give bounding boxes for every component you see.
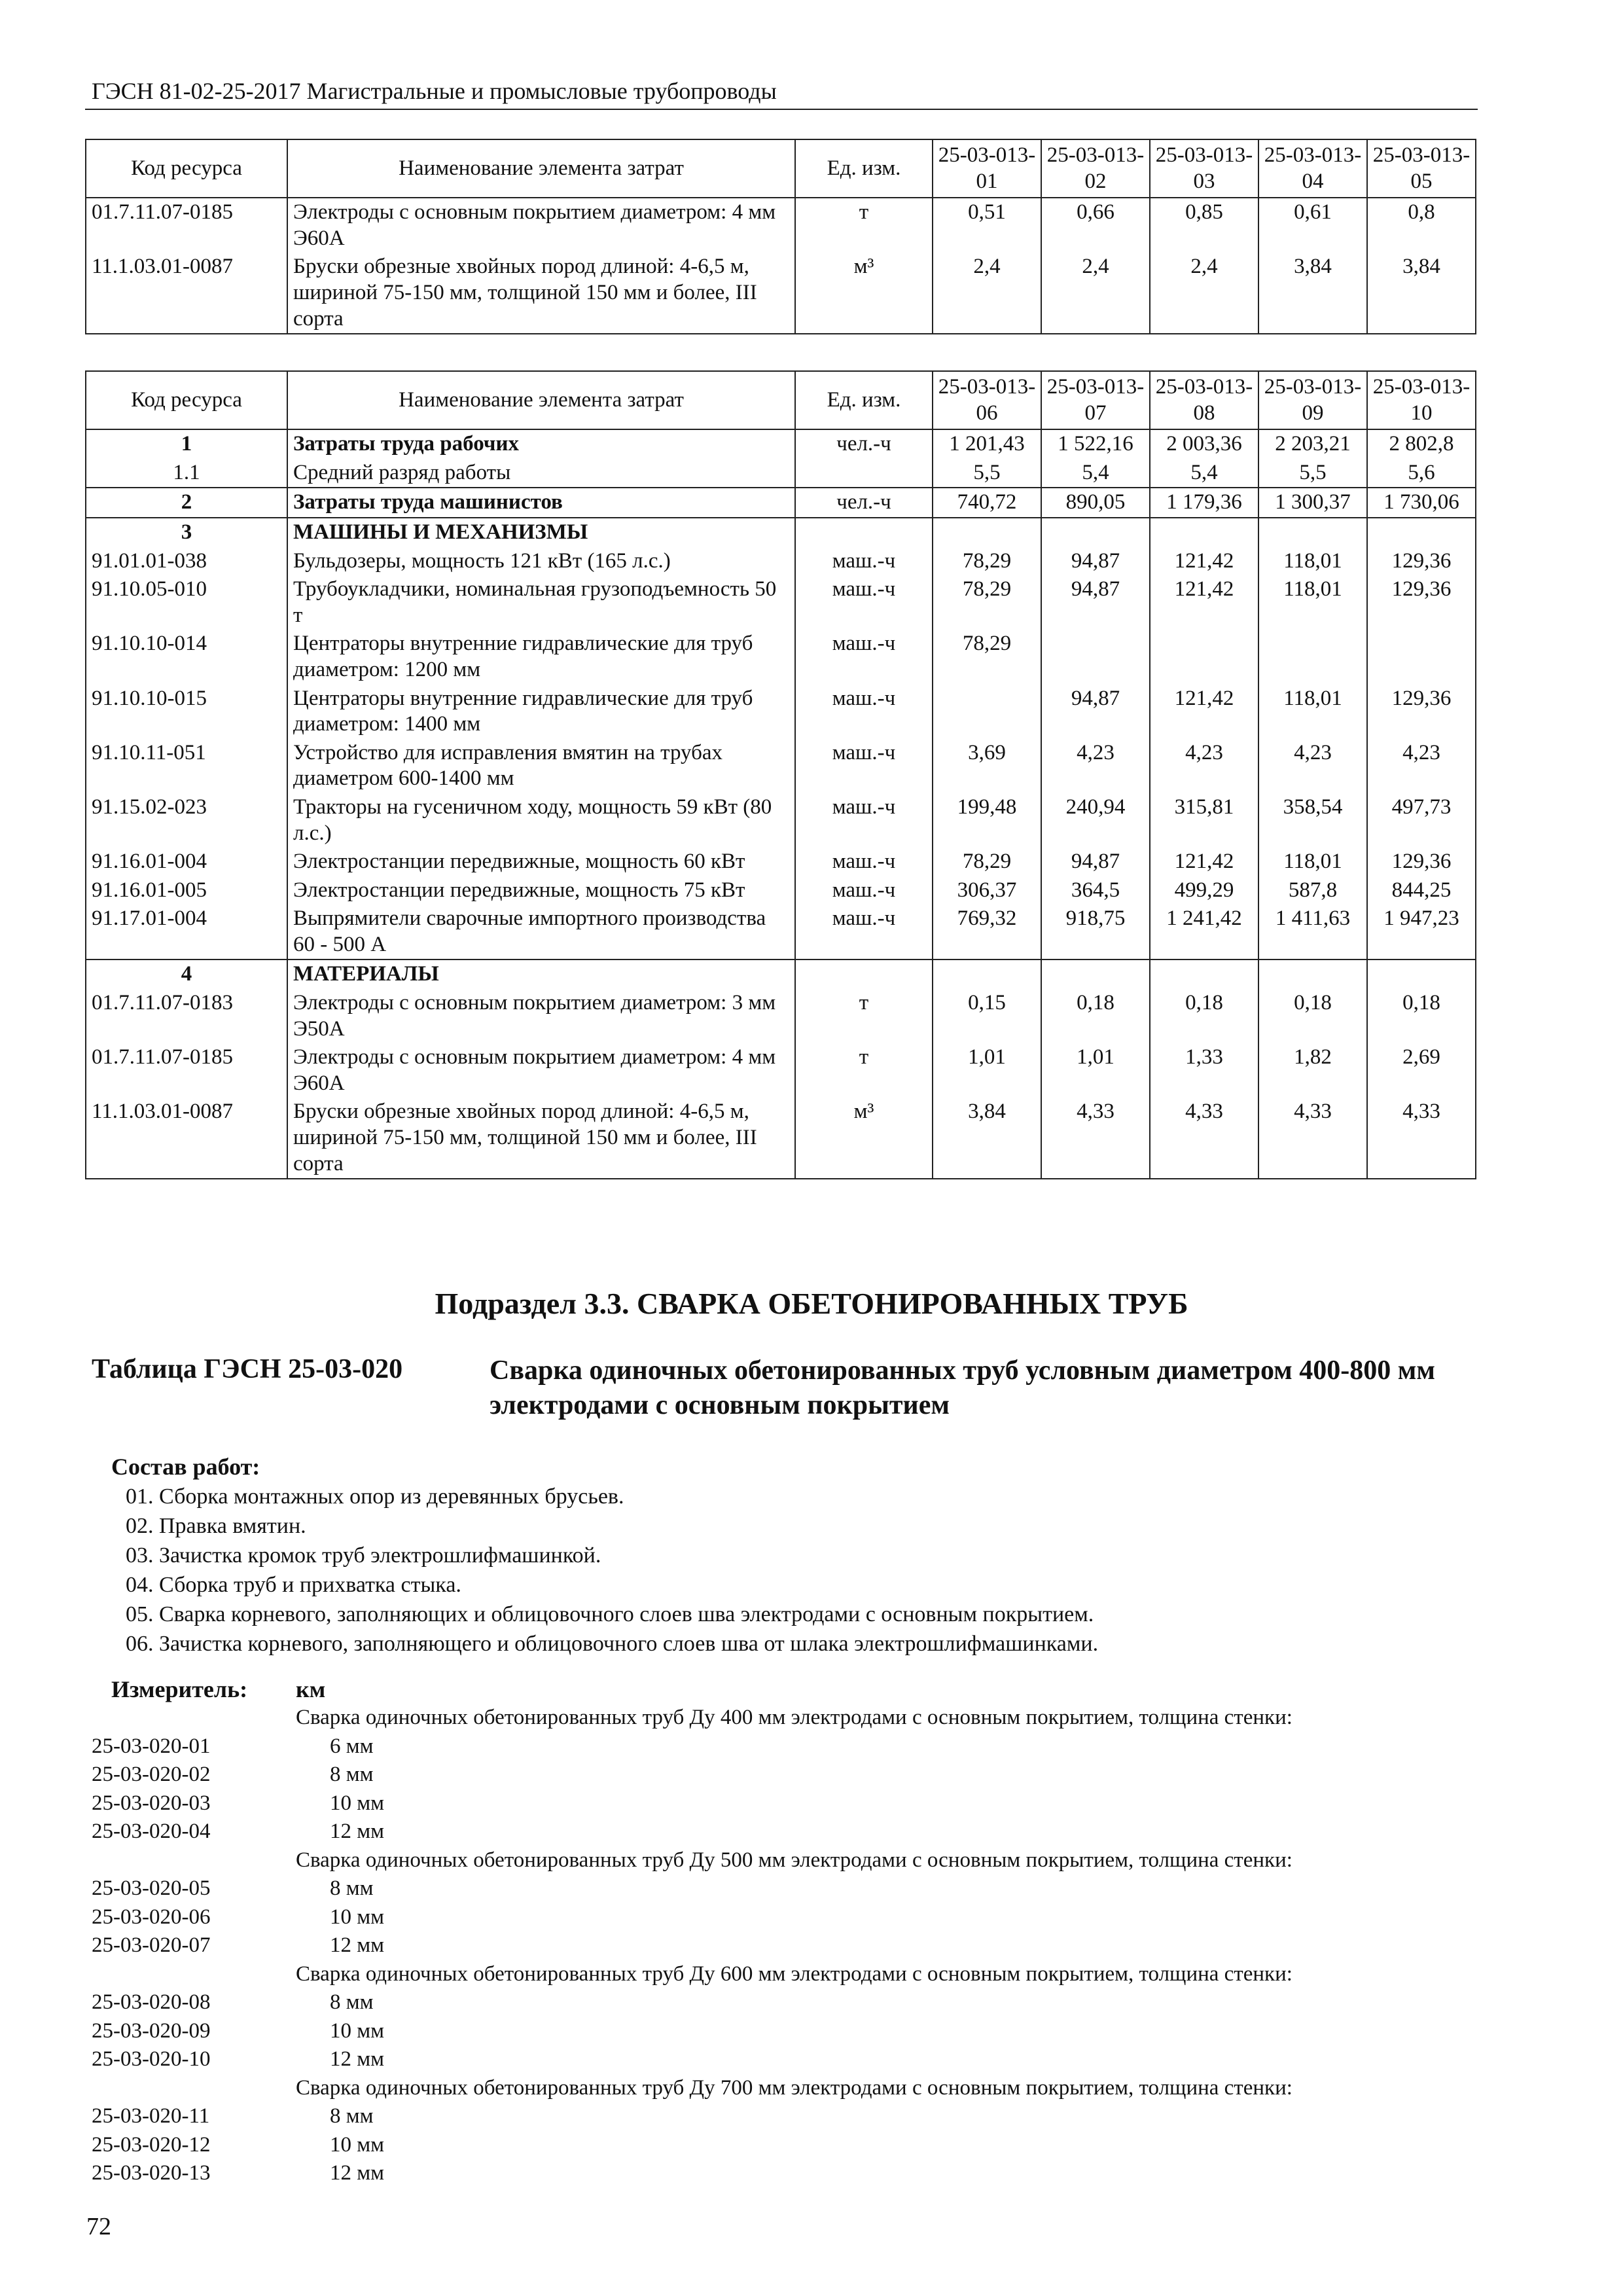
value-cell: 240,94: [1041, 793, 1150, 848]
resource-code-cell: 01.7.11.07-0185: [86, 1043, 287, 1098]
value-cell: 358,54: [1258, 793, 1367, 848]
column-header: 25-03-013-07: [1041, 371, 1150, 429]
value-cell: 499,29: [1150, 876, 1258, 905]
value-cell: [1258, 960, 1367, 989]
table-row: [86, 630, 1476, 684]
wall-thickness: 12 мм: [330, 1820, 385, 1843]
value-cell: 497,73: [1367, 793, 1476, 848]
wall-thickness: 12 мм: [330, 1933, 385, 1957]
value-cell: 0,51: [933, 198, 1041, 253]
value-cell: 1 522,16: [1041, 429, 1150, 459]
value-cell: [1367, 630, 1476, 684]
wall-thickness: 8 мм: [330, 1990, 374, 2014]
column-header: 25-03-013-01: [933, 139, 1041, 198]
table-row: [86, 876, 1476, 905]
subsection-heading: Подраздел 3.3. СВАРКА ОБЕТОНИРОВАННЫХ ТРУБ: [435, 1287, 1188, 1320]
value-cell: 78,29: [933, 630, 1041, 684]
column-header: 25-03-013-06: [933, 371, 1041, 429]
value-cell: [933, 960, 1041, 989]
value-cell: 0,8: [1367, 198, 1476, 253]
value-cell: 3,84: [1258, 253, 1367, 334]
value-cell: 1 179,36: [1150, 488, 1258, 518]
norm-code: 25-03-020-07: [92, 1933, 211, 1957]
value-cell: [1041, 960, 1150, 989]
value-cell: 306,37: [933, 876, 1041, 905]
resource-table-013-01-05: [85, 139, 1476, 334]
norm-entry: [92, 1931, 1479, 1960]
cost-element-name-cell: Выпрямители сварочные импортного производства 60 - 500 А: [287, 905, 795, 960]
value-cell: 1 201,43: [933, 429, 1041, 459]
value-cell: 890,05: [1041, 488, 1150, 518]
column-header: 25-03-013-02: [1041, 139, 1150, 198]
table-row: [86, 547, 1476, 576]
value-cell: 4,33: [1041, 1098, 1150, 1179]
norm-entry: [92, 2017, 1479, 2046]
cost-element-name-cell: МАТЕРИАЛЫ: [287, 960, 795, 989]
value-cell: 0,18: [1041, 989, 1150, 1043]
value-cell: 2 203,21: [1258, 429, 1367, 459]
unit-cell: м³: [795, 1098, 933, 1179]
entry-group-text: Сварка одиночных обетонированных труб Ду 400 мм электродами с основным покрытием, толщина стенки:: [296, 1706, 1293, 1729]
value-cell: 199,48: [933, 793, 1041, 848]
cost-element-name-cell: Электростанции передвижные, мощность 60 кВт: [287, 848, 795, 876]
value-cell: 4,33: [1367, 1098, 1476, 1179]
column-header: Ед. изм.: [795, 371, 933, 429]
value-cell: 2,4: [933, 253, 1041, 334]
norm-entry: [92, 1903, 1479, 1932]
value-cell: 587,8: [1258, 876, 1367, 905]
table-row: [86, 198, 1476, 253]
value-cell: 78,29: [933, 575, 1041, 630]
wall-thickness: 8 мм: [330, 2104, 374, 2128]
entry-group-text: Сварка одиночных обетонированных труб Ду 500 мм электродами с основным покрытием, толщина стенки:: [296, 1848, 1293, 1872]
column-header: 25-03-013-05: [1367, 139, 1476, 198]
table-row: [86, 848, 1476, 876]
value-cell: 94,87: [1041, 848, 1150, 876]
value-cell: 2,4: [1041, 253, 1150, 334]
column-header: Код ресурса: [86, 371, 287, 429]
table-row: [86, 739, 1476, 793]
value-cell: 78,29: [933, 547, 1041, 576]
composition-item: 01. Сборка монтажных опор из деревянных брусьев.: [126, 1484, 624, 1509]
wall-thickness: 12 мм: [330, 2047, 385, 2071]
value-cell: 1,01: [933, 1043, 1041, 1098]
entry-group-text: Сварка одиночных обетонированных труб Ду 600 мм электродами с основным покрытием, толщина стенки:: [296, 1962, 1293, 1986]
resource-code-cell: 01.7.11.07-0185: [86, 198, 287, 253]
value-cell: 918,75: [1041, 905, 1150, 960]
value-cell: 4,23: [1258, 739, 1367, 793]
table-row: [86, 685, 1476, 739]
cost-element-name-cell: Электростанции передвижные, мощность 75 кВт: [287, 876, 795, 905]
norm-entry: [92, 1789, 1479, 1818]
column-header: 25-03-013-04: [1258, 139, 1367, 198]
resource-code-cell: 2: [86, 488, 287, 518]
value-cell: 1 300,37: [1258, 488, 1367, 518]
unit-cell: [795, 518, 933, 547]
value-cell: 5,4: [1041, 459, 1150, 488]
resource-code-cell: 1.1: [86, 459, 287, 488]
norm-code: 25-03-020-06: [92, 1905, 211, 1929]
unit-cell: т: [795, 989, 933, 1043]
composition-item: 03. Зачистка кромок труб электрошлифмашинкой.: [126, 1543, 601, 1568]
value-cell: 118,01: [1258, 547, 1367, 576]
table-row: [86, 459, 1476, 488]
value-cell: 129,36: [1367, 547, 1476, 576]
norm-entry: [92, 1988, 1479, 2017]
composition-label: Состав работ:: [111, 1454, 260, 1480]
value-cell: 0,18: [1258, 989, 1367, 1043]
composition-item: 04. Сборка труб и прихватка стыка.: [126, 1573, 461, 1597]
wall-thickness: 8 мм: [330, 1763, 374, 1786]
value-cell: 129,36: [1367, 685, 1476, 739]
value-cell: 5,5: [933, 459, 1041, 488]
header-rule: [85, 109, 1478, 110]
value-cell: [1041, 518, 1150, 547]
table-body: [86, 429, 1476, 1179]
unit-cell: маш.-ч: [795, 793, 933, 848]
value-cell: 121,42: [1150, 685, 1258, 739]
value-cell: 4,33: [1150, 1098, 1258, 1179]
entry-group-header: [92, 1846, 1479, 1875]
cost-element-name-cell: Электроды с основным покрытием диаметром: 4 мм Э60А: [287, 198, 795, 253]
unit-cell: т: [795, 1043, 933, 1098]
value-cell: 1,33: [1150, 1043, 1258, 1098]
value-cell: [1258, 518, 1367, 547]
resource-code-cell: 4: [86, 960, 287, 989]
value-cell: 118,01: [1258, 848, 1367, 876]
resource-code-cell: 11.1.03.01-0087: [86, 1098, 287, 1179]
table-row: [86, 905, 1476, 960]
norm-code: 25-03-020-10: [92, 2047, 211, 2071]
column-header: Код ресурса: [86, 139, 287, 198]
unit-cell: маш.-ч: [795, 876, 933, 905]
value-cell: 0,85: [1150, 198, 1258, 253]
resource-table-013-06-10: [85, 370, 1476, 1179]
norm-code: 25-03-020-01: [92, 1734, 211, 1758]
wall-thickness: 12 мм: [330, 2161, 385, 2185]
entry-group-header: [92, 1704, 1479, 1732]
value-cell: 1,82: [1258, 1043, 1367, 1098]
column-header: 25-03-013-09: [1258, 371, 1367, 429]
value-cell: 5,4: [1150, 459, 1258, 488]
value-cell: [1258, 630, 1367, 684]
norm-code: 25-03-020-04: [92, 1820, 211, 1843]
meter-label: Измеритель:: [111, 1676, 248, 1702]
column-header: Ед. изм.: [795, 139, 933, 198]
value-cell: 5,6: [1367, 459, 1476, 488]
unit-cell: м³: [795, 253, 933, 334]
unit-cell: маш.-ч: [795, 739, 933, 793]
value-cell: [933, 518, 1041, 547]
resource-code-cell: 91.10.11-051: [86, 739, 287, 793]
wall-thickness: 10 мм: [330, 1791, 385, 1815]
table-row: [86, 253, 1476, 334]
cost-element-name-cell: Электроды с основным покрытием диаметром: 3 мм Э50А: [287, 989, 795, 1043]
value-cell: 121,42: [1150, 547, 1258, 576]
column-header: 25-03-013-08: [1150, 371, 1258, 429]
cost-element-name-cell: Затраты труда машинистов: [287, 488, 795, 518]
wall-thickness: 10 мм: [330, 2018, 385, 2043]
value-cell: 0,66: [1041, 198, 1150, 253]
header-row: [86, 139, 1476, 198]
resource-code-cell: 91.10.10-014: [86, 630, 287, 684]
table-label: Таблица ГЭСН 25-03-020: [92, 1354, 403, 1384]
table-row: [86, 488, 1476, 518]
norm-entry: [92, 1732, 1479, 1761]
unit-cell: маш.-ч: [795, 575, 933, 630]
value-cell: 0,18: [1367, 989, 1476, 1043]
norm-entry: [92, 1874, 1479, 1903]
norm-entry: [92, 1818, 1479, 1846]
table-header: [86, 371, 1476, 429]
cost-element-name-cell: МАШИНЫ И МЕХАНИЗМЫ: [287, 518, 795, 547]
resource-code-cell: 91.10.10-015: [86, 685, 287, 739]
column-header: Наименование элемента затрат: [287, 139, 795, 198]
table-row: [86, 518, 1476, 547]
resource-code-cell: 91.10.05-010: [86, 575, 287, 630]
value-cell: 118,01: [1258, 685, 1367, 739]
value-cell: 121,42: [1150, 848, 1258, 876]
table-row: [86, 1098, 1476, 1179]
value-cell: 3,84: [933, 1098, 1041, 1179]
cost-element-name-cell: Затраты труда рабочих: [287, 429, 795, 459]
composition-item: 02. Правка вмятин.: [126, 1514, 306, 1538]
value-cell: 94,87: [1041, 547, 1150, 576]
value-cell: 4,23: [1367, 739, 1476, 793]
value-cell: 1 411,63: [1258, 905, 1367, 960]
norm-code: 25-03-020-02: [92, 1763, 211, 1786]
composition-list: [126, 1482, 1098, 1659]
value-cell: 4,23: [1041, 739, 1150, 793]
resource-code-cell: 91.16.01-004: [86, 848, 287, 876]
value-cell: 129,36: [1367, 848, 1476, 876]
resource-code-cell: 91.15.02-023: [86, 793, 287, 848]
cost-element-name-cell: Бруски обрезные хвойных пород длиной: 4-6,5 м, шириной 75-150 мм, толщиной 150 мм и более, III сорта: [287, 253, 795, 334]
value-cell: 1 241,42: [1150, 905, 1258, 960]
unit-cell: маш.-ч: [795, 547, 933, 576]
cost-element-name-cell: Бульдозеры, мощность 121 кВт (165 л.с.): [287, 547, 795, 576]
resource-code-cell: 91.01.01-038: [86, 547, 287, 576]
value-cell: 3,84: [1367, 253, 1476, 334]
value-cell: [1150, 630, 1258, 684]
value-cell: [1367, 518, 1476, 547]
value-cell: 0,15: [933, 989, 1041, 1043]
value-cell: 4,33: [1258, 1098, 1367, 1179]
value-cell: 129,36: [1367, 575, 1476, 630]
norm-entry: [92, 2159, 1479, 2188]
cost-element-name-cell: Бруски обрезные хвойных пород длиной: 4-6,5 м, шириной 75-150 мм, толщиной 150 мм и более, III сорта: [287, 1098, 795, 1179]
entry-group-header: [92, 1960, 1479, 1989]
resource-code-cell: 91.17.01-004: [86, 905, 287, 960]
value-cell: [1150, 518, 1258, 547]
value-cell: 315,81: [1150, 793, 1258, 848]
wall-thickness: 10 мм: [330, 1905, 385, 1929]
composition-item: 05. Сварка корневого, заполняющих и облицовочного слоев шва электродами с основным покрытием.: [126, 1602, 1094, 1626]
norm-code: 25-03-020-05: [92, 1876, 211, 1900]
column-header: 25-03-013-10: [1367, 371, 1476, 429]
value-cell: 0,18: [1150, 989, 1258, 1043]
value-cell: 3,69: [933, 739, 1041, 793]
unit-cell: маш.-ч: [795, 685, 933, 739]
value-cell: 2 003,36: [1150, 429, 1258, 459]
unit-cell: [795, 459, 933, 488]
value-cell: [1367, 960, 1476, 989]
meter-unit: км: [296, 1676, 326, 1702]
norm-code: 25-03-020-08: [92, 1990, 211, 2014]
value-cell: 1,01: [1041, 1043, 1150, 1098]
cost-element-name-cell: Устройство для исправления вмятин на трубах диаметром 600-1400 мм: [287, 739, 795, 793]
wall-thickness: 6 мм: [330, 1734, 374, 1758]
wall-thickness: 10 мм: [330, 2132, 385, 2157]
resource-code-cell: 11.1.03.01-0087: [86, 253, 287, 334]
table-title: Сварка одиночных обетонированных труб условным диаметром 400-800 мм электродами с основным покрытием: [490, 1355, 1435, 1421]
page-number: 72: [86, 2213, 111, 2240]
resource-code-cell: 1: [86, 429, 287, 459]
value-cell: 121,42: [1150, 575, 1258, 630]
unit-cell: т: [795, 198, 933, 253]
value-cell: 740,72: [933, 488, 1041, 518]
cost-element-name-cell: Тракторы на гусеничном ходу, мощность 59 кВт (80 л.с.): [287, 793, 795, 848]
table-row: [86, 989, 1476, 1043]
table-row: [86, 1043, 1476, 1098]
wall-thickness: 8 мм: [330, 1876, 374, 1900]
value-cell: 844,25: [1367, 876, 1476, 905]
entry-group-header: [92, 2074, 1479, 2103]
value-cell: 5,5: [1258, 459, 1367, 488]
table-row: [86, 793, 1476, 848]
table-row: [86, 575, 1476, 630]
value-cell: 78,29: [933, 848, 1041, 876]
unit-cell: маш.-ч: [795, 905, 933, 960]
value-cell: 2,4: [1150, 253, 1258, 334]
header-row: [86, 371, 1476, 429]
norm-code: 25-03-020-11: [92, 2104, 210, 2128]
value-cell: [1041, 630, 1150, 684]
entry-group-text: Сварка одиночных обетонированных труб Ду 700 мм электродами с основным покрытием, толщина стенки:: [296, 2075, 1293, 2100]
unit-cell: маш.-ч: [795, 630, 933, 684]
column-header: Наименование элемента затрат: [287, 371, 795, 429]
norm-entry: [92, 2131, 1479, 2160]
unit-cell: чел.-ч: [795, 429, 933, 459]
value-cell: 2,69: [1367, 1043, 1476, 1098]
table-row: [86, 960, 1476, 989]
running-header: ГЭСН 81-02-25-2017 Магистральные и промысловые трубопроводы: [92, 78, 777, 104]
value-cell: 1 947,23: [1367, 905, 1476, 960]
unit-cell: маш.-ч: [795, 848, 933, 876]
value-cell: 94,87: [1041, 685, 1150, 739]
value-cell: 1 730,06: [1367, 488, 1476, 518]
value-cell: [933, 685, 1041, 739]
unit-cell: [795, 960, 933, 989]
value-cell: 94,87: [1041, 575, 1150, 630]
norm-code: 25-03-020-12: [92, 2132, 211, 2157]
cost-element-name-cell: Центраторы внутренние гидравлические для труб диаметром: 1200 мм: [287, 630, 795, 684]
norm-entries: [92, 1704, 1479, 2188]
resource-code-cell: 01.7.11.07-0183: [86, 989, 287, 1043]
composition-item: 06. Зачистка корневого, заполняющего и облицовочного слоев шва от шлака электрошлифмашинками.: [126, 1632, 1099, 1656]
resource-code-cell: 3: [86, 518, 287, 547]
value-cell: [1150, 960, 1258, 989]
norm-entry: [92, 1761, 1479, 1789]
value-cell: 4,23: [1150, 739, 1258, 793]
cost-element-name-cell: Средний разряд работы: [287, 459, 795, 488]
table-header: [86, 139, 1476, 198]
value-cell: 2 802,8: [1367, 429, 1476, 459]
resource-code-cell: 91.16.01-005: [86, 876, 287, 905]
norm-code: 25-03-020-03: [92, 1791, 211, 1815]
norm-code: 25-03-020-09: [92, 2018, 211, 2043]
norm-entry: [92, 2045, 1479, 2074]
norm-code: 25-03-020-13: [92, 2161, 211, 2185]
cost-element-name-cell: Трубоукладчики, номинальная грузоподъемность 50 т: [287, 575, 795, 630]
cost-element-name-cell: Центраторы внутренние гидравлические для труб диаметром: 1400 мм: [287, 685, 795, 739]
column-header: 25-03-013-03: [1150, 139, 1258, 198]
value-cell: 118,01: [1258, 575, 1367, 630]
value-cell: 364,5: [1041, 876, 1150, 905]
table-body: [86, 198, 1476, 334]
norm-entry: [92, 2102, 1479, 2131]
cost-element-name-cell: Электроды с основным покрытием диаметром: 4 мм Э60А: [287, 1043, 795, 1098]
table-row: [86, 429, 1476, 459]
value-cell: 769,32: [933, 905, 1041, 960]
value-cell: 0,61: [1258, 198, 1367, 253]
unit-cell: чел.-ч: [795, 488, 933, 518]
